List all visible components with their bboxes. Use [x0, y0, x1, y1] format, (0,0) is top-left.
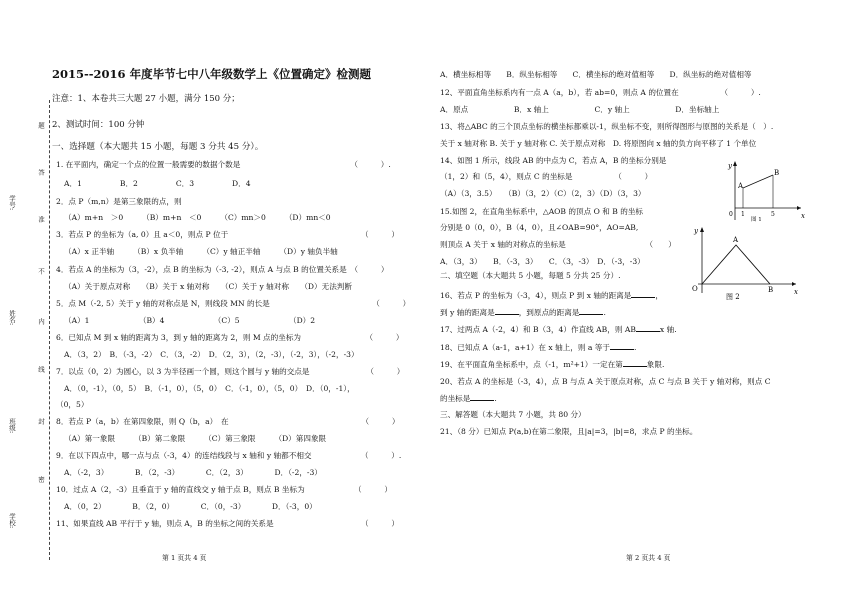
section-2-heading: 二、填空题（本大题共 5 小题，每题 5 分共 25 分）. — [440, 271, 621, 280]
binding-mark: 内 — [37, 318, 45, 325]
page-title: 2015--2016 年度毕节七中八年级数学上《位置确定》检测题 — [52, 67, 372, 81]
right-question-line: 12、平面直角坐标系内有一点 A（a，b），若 ab=0，则点 A 的位置在 （ ）. — [440, 88, 761, 97]
right-question-line: 15.如图 2，在直角坐标系中，△AOB 的顶点 O 和 B 的坐标 — [440, 207, 644, 216]
right-question-line: （A）（3，3.5） （B）（3，2）（C）（2，3）（D）（3，3） — [440, 189, 646, 198]
question-21: 21、（8 分）已知点 P(a,b)在第二象限，且|a|=3，|b|=8，求点 P 的坐标。 — [440, 427, 698, 436]
figure-2-y-label: y — [694, 227, 698, 235]
footer-page-1: 第 1 页共 4 页 — [162, 554, 207, 562]
question-16-line-1: 16、若点 P 的坐标为（-3，4），则点 P 到 x 轴的距离是 ， — [440, 291, 663, 300]
section-3-heading: 三、解答题（本大题共 7 小题，共 80 分） — [440, 410, 586, 419]
answer-blank[interactable] — [631, 290, 655, 298]
left-question-line: （0，5） — [56, 400, 89, 409]
figure-2 — [680, 223, 802, 303]
figure-1-tick-5: 5 — [771, 211, 775, 218]
binding-mark: 线 — [37, 366, 45, 373]
binding-mark: 封 — [37, 418, 45, 425]
binding-mark: 密 — [37, 476, 45, 483]
section-1-heading: 一、选择题（本大题共 15 小题，每题 3 分共 45 分）。 — [52, 142, 264, 152]
question-20-line-2: 的坐标是 . — [440, 394, 497, 403]
figure-1-tick-1: 1 — [741, 211, 745, 218]
left-question-line: 9．在以下四点中，哪一点与点（-3，4）的连结线段与 x 轴和 y 轴都不相交 （ ）. — [56, 451, 402, 460]
note-line-1: 注意：1、本卷共三大题 27 小题，满分 150 分； — [52, 94, 240, 104]
right-question-line: A．横坐标相等 B．纵坐标相等 C．横坐标的绝对值相等 D．纵坐标的绝对值相等 — [440, 70, 752, 79]
left-question-line: （A）x 正半轴 （B）x 负半轴 （C）y 轴正半轴 （D）y 轴负半轴 — [64, 247, 338, 256]
figure-2-triangle-aob — [702, 245, 770, 284]
left-question-line: 6．已知点 M 到 x 轴的距离为 3，到 y 轴的距离为 2，则 M 点的坐标为 （ ） — [56, 333, 404, 342]
answer-blank[interactable] — [579, 307, 603, 315]
left-question-line: 2．点 P（m,n）是第三象限的点，则 — [56, 197, 182, 206]
binding-mark: 答 — [37, 169, 45, 176]
question-19: 19、在平面直角坐标系中，点（-1，m²+1）一定在第 象限. — [440, 360, 665, 369]
binding-mark: 准 — [37, 216, 45, 223]
left-question-line: （A）关于原点对称 （B）关于 x 轴对称 （C）关于 y 轴对称 （D）无法判断 — [64, 282, 352, 291]
left-question-line: （A）1 （B）4 （C）5 （D）2 — [64, 316, 316, 325]
question-16-line-2: 到 y 轴的距离是 ，到原点的距离是 . — [440, 308, 606, 317]
answer-blank[interactable] — [610, 342, 634, 350]
right-question-line: 13、将△ABC 的三个顶点坐标的横坐标都乘以-1，纵坐标不变，则所得图形与原图的关系是（ ）. — [440, 122, 774, 131]
left-question-line: A．1 B．2 C．3 D．4 — [64, 179, 251, 188]
left-question-line: A．（3，2） B．（-3，-2） C．（3，-2） D．（2，3），（2，-3），（-2，3），（-2，-3） — [64, 350, 359, 359]
question-20-line-1: 20、若点 A 的坐标是（-3，4），点 B 与点 A 关于原点对称，点 C 与点 B 关于 y 轴对称，则点 C — [440, 377, 771, 386]
footer-page-2: 第 2 页共 4 页 — [626, 554, 671, 562]
right-question-line: 关于 x 轴对称 B. 关于 y 轴对称 C. 关于原点对称 D. 将原图向 x 轴的负方向平移了 1 个单位 — [440, 139, 757, 148]
answer-blank[interactable] — [470, 393, 494, 401]
figure-1-caption: 图 1 — [751, 217, 762, 223]
left-question-line: A．（-2，3） B．（2，-3） C．（2，3） D．（-2，-3） — [64, 468, 322, 477]
class-label: 班级: — [8, 418, 16, 434]
binding-dashed-line — [49, 100, 50, 560]
left-question-line: 5．点 M（-2, 5）关于 y 轴的对称点是 N，则线段 MN 的长是 （ ） — [56, 299, 411, 308]
figure-1-x-label: x — [801, 212, 805, 220]
left-question-line: 3．若点 P 的坐标为（a, 0）且 a＜0，则点 P 位于 （ ） — [56, 230, 400, 239]
figure-1-origin: 0 — [729, 211, 733, 218]
right-question-line: 分别是 0（0，0），B（4，0），且∠OAB=90°，AO=AB, — [440, 223, 639, 232]
figure-2-point-b: B — [768, 286, 774, 294]
figure-2-x-label: x — [794, 288, 798, 296]
answer-blank[interactable] — [623, 359, 647, 367]
figure-2-caption: 图 2 — [726, 293, 740, 301]
left-question-line: A．（0，-1），（0，5） B．（-1，0），（5，0） C．（-1，0），（5，0） D．（0，-1）， — [64, 384, 355, 393]
left-question-line: （A）m+n ＞0 （B）m+n ＜0 （C）mn＞0 （D）mn＜0 — [64, 213, 331, 222]
figure-1-point-a: A — [738, 182, 744, 190]
figure-1-segment-ab — [743, 175, 773, 188]
figure-1-y-label: y — [728, 162, 732, 170]
left-question-line: 11、如果直线 AB 平行于 y 轴，则点 A，B 的坐标之间的关系是 （ ） — [56, 519, 399, 528]
student-number-label: 学号: — [8, 195, 16, 211]
right-question-line: （1，2）和（5，4），则点 C 的坐标是 （ ） — [440, 172, 653, 181]
binding-mark: 题 — [37, 122, 45, 129]
right-question-line: A．原点 B．x 轴上 C．y 轴上 D．坐标轴上 — [440, 105, 720, 114]
figure-1 — [725, 158, 807, 226]
left-question-line: 10．过点 A（2，-3）且垂直于 y 轴的直线交 y 轴于点 B，则点 B 坐标为 （ ） — [56, 485, 392, 494]
question-18: 18、已知点 A（a-1，a+1）在 x 轴上，则 a 等于 . — [440, 343, 637, 352]
left-question-line: （A）第一象限 （B）第二象限 （C）第三象限 （D）第四象限 — [64, 434, 327, 443]
left-question-line: 1. 在平面内，确定一个点的位置一般需要的数据个数是 （ ）. — [56, 160, 391, 169]
right-question-line: 则顶点 A 关于 x 轴的对称点的坐标是 （ ） — [440, 240, 676, 249]
left-question-line: A．（0，2） B．（2，0） C．（0，-3） D．（-3，0） — [64, 502, 317, 511]
note-line-2: 2、测试时间：100 分钟 — [52, 120, 145, 130]
answer-blank[interactable] — [495, 307, 519, 315]
question-17: 17、过两点 A（-2，4）和 B（3，4）作直线 AB，则 AB x 轴. — [440, 325, 677, 334]
left-question-line: 4．若点 A 的坐标为（3，-2），点 B 的坐标为（-3, -2），则点 A 与点 B 的位置关系是 （ ） — [56, 265, 389, 274]
binding-mark: 不 — [37, 268, 45, 275]
figure-1-point-b: B — [774, 169, 780, 177]
figure-2-origin: O — [692, 285, 698, 293]
left-question-line: 8．若点 P（a，b）在第四象限，则 Q（b，a） 在 （ ） — [56, 417, 400, 426]
left-question-line: 7．以点（0，2）为圆心，以 3 为半径画一个圆，则这个圆与 y 轴的交点是 （ ） — [56, 367, 405, 376]
school-label: 学校: — [8, 513, 16, 529]
answer-blank[interactable] — [636, 324, 660, 332]
right-question-line: 14、如图 1 所示，线段 AB 的中点为 C，若点 A，B 的坐标分别是 — [440, 156, 667, 165]
student-name-label: 姓名: — [8, 310, 16, 326]
figure-2-point-a: A — [733, 236, 739, 244]
right-question-line: A．（3，3） B．（-3，3） C．（3，-3） D．（-3，-3） — [440, 257, 645, 266]
